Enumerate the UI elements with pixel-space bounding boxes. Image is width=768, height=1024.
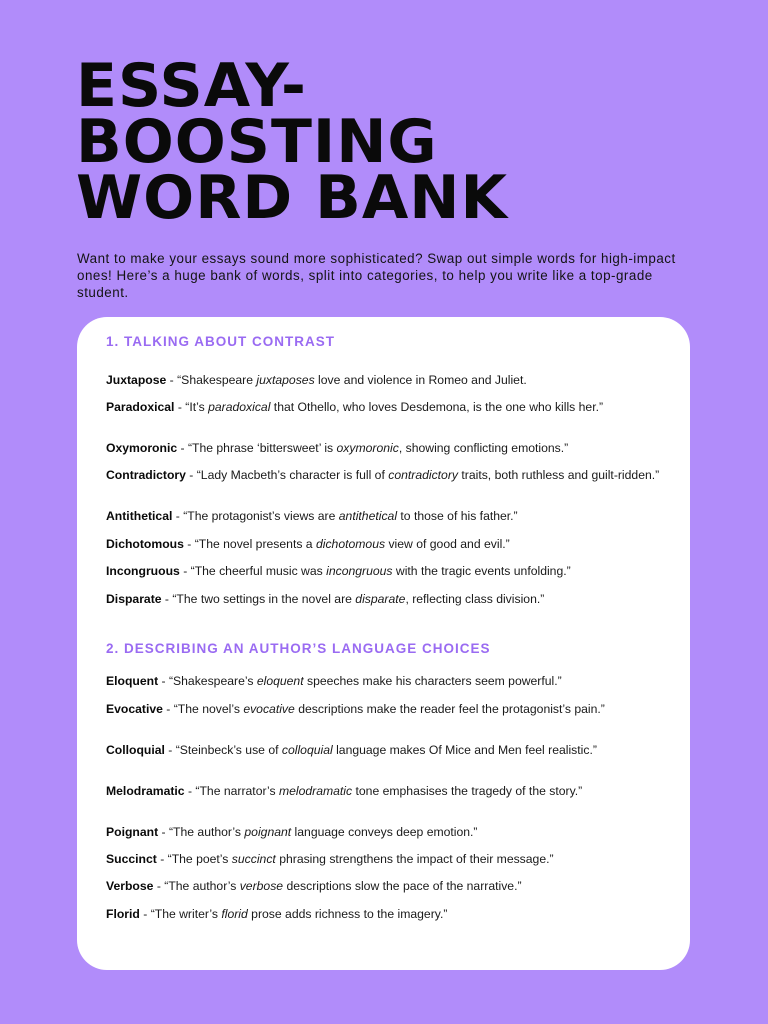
word-example-start: - “The protagonist’s views are (172, 509, 339, 523)
word-example-emphasis: incongruous (326, 564, 393, 578)
word-example-end: view of good and evil.” (385, 537, 510, 551)
word-example-end: speeches make his characters seem powerful.” (303, 674, 562, 688)
word-example-start: - “Steinbeck’s use of (164, 743, 282, 757)
word-term: Eloquent (106, 674, 159, 688)
word-entry-melodramatic (106, 784, 671, 798)
word-example-end: , showing conflicting emotions.” (398, 441, 569, 455)
word-entry-colloquial (106, 743, 671, 757)
word-example-emphasis: disparate (355, 592, 406, 606)
word-example-start: - “The author’s (153, 879, 240, 893)
word-term: Incongruous (106, 564, 180, 578)
word-example-emphasis: eloquent (256, 674, 304, 688)
word-term: Poignant (106, 825, 159, 839)
word-term: Contradictory (106, 468, 186, 482)
word-term: Evocative (106, 702, 163, 716)
word-example-start: - “The narrator’s (184, 784, 279, 798)
word-example-end: phrasing strengthens the impact of their message.” (275, 852, 554, 866)
word-example-start: - “The phrase ‘bittersweet’ is (177, 441, 337, 455)
word-entry-juxtapose (106, 373, 671, 387)
word-entry-disparate (106, 592, 671, 606)
page-title (76, 51, 716, 233)
word-example-start: - “Lady Macbeth’s character is full of (185, 468, 389, 482)
word-entry-contradictory (106, 468, 671, 482)
word-term: Paradoxical (106, 400, 175, 414)
word-example-start: - “Shakespeare (166, 373, 257, 387)
word-example-start: - “The novel’s (162, 702, 244, 716)
word-example-start: - “The cheerful music was (179, 564, 327, 578)
word-example-start: - “Shakespeare’s (158, 674, 257, 688)
word-example-end: language makes Of Mice and Men feel realistic.” (332, 743, 597, 757)
page-title-line-3: WORD BANK (76, 163, 508, 233)
word-example-start: - “The writer’s (139, 907, 222, 921)
word-example-end: descriptions make the reader feel the protagonist’s pain.” (294, 702, 605, 716)
word-entry-evocative (106, 702, 671, 716)
word-example-end: love and violence in Romeo and Juliet. (314, 373, 527, 387)
word-example-end: descriptions slow the pace of the narrative.” (283, 879, 522, 893)
word-entry-oxymoronic (106, 441, 671, 455)
word-term: Melodramatic (106, 784, 185, 798)
word-example-end: that Othello, who loves Desdemona, is the one who kills her.” (270, 400, 604, 414)
word-example-emphasis: evocative (243, 702, 295, 716)
section-heading-language-choices: 2. DESCRIBING AN AUTHOR’S LANGUAGE CHOICES (106, 641, 491, 656)
word-example-start: - “The two settings in the novel are (161, 592, 356, 606)
word-example-emphasis: succinct (231, 852, 276, 866)
word-example-emphasis: poignant (244, 825, 292, 839)
word-example-end: , reflecting class division.” (405, 592, 545, 606)
word-entry-eloquent (106, 674, 671, 688)
word-entry-poignant (106, 825, 671, 839)
word-term: Antithetical (106, 509, 173, 523)
word-term: Oxymoronic (106, 441, 178, 455)
word-bank-card (77, 317, 690, 970)
word-entry-antithetical (106, 509, 671, 523)
word-example-emphasis: antithetical (338, 509, 398, 523)
word-entry-florid (106, 907, 671, 921)
word-example-emphasis: melodramatic (278, 784, 353, 798)
intro-paragraph: Want to make your essays sound more sophisticated? Swap out simple words for high-impact ones! Here’s a huge bank of words, split into categories, to help you write like a top-grade student. (77, 251, 676, 300)
word-example-end: traits, both ruthless and guilt-ridden.” (458, 468, 660, 482)
page-title-line-2: BOOSTING (76, 107, 438, 177)
word-entry-dichotomous (106, 537, 671, 551)
word-example-emphasis: colloquial (281, 743, 333, 757)
word-example-emphasis: verbose (239, 879, 284, 893)
word-entry-verbose (106, 879, 671, 893)
word-example-emphasis: dichotomous (315, 537, 386, 551)
section-heading-contrast: 1. TALKING ABOUT CONTRAST (106, 334, 335, 349)
word-entry-incongruous (106, 564, 671, 578)
word-example-end: to those of his father.” (397, 509, 518, 523)
page-title-line-1: ESSAY- (76, 51, 307, 121)
word-example-end: language conveys deep emotion.” (291, 825, 478, 839)
word-example-emphasis: oxymoronic (336, 441, 399, 455)
word-term: Juxtapose (106, 373, 167, 387)
word-example-start: - “The author’s (158, 825, 245, 839)
word-example-end: prose adds richness to the imagery.” (247, 907, 448, 921)
word-term: Florid (106, 907, 140, 921)
word-example-start: - “The novel presents a (183, 537, 316, 551)
word-example-emphasis: florid (221, 907, 248, 921)
word-term: Dichotomous (106, 537, 184, 551)
word-example-emphasis: juxtaposes (256, 373, 315, 387)
word-example-emphasis: contradictory (388, 468, 458, 482)
word-term: Succinct (106, 852, 157, 866)
word-example-start: - “It’s (174, 400, 209, 414)
word-example-end: with the tragic events unfolding.” (392, 564, 571, 578)
word-term: Verbose (106, 879, 154, 893)
word-term: Disparate (106, 592, 162, 606)
word-entry-succinct (106, 852, 671, 866)
word-example-emphasis: paradoxical (208, 400, 271, 414)
word-term: Colloquial (106, 743, 165, 757)
word-example-end: tone emphasises the tragedy of the story.” (352, 784, 583, 798)
word-entry-paradoxical (106, 400, 671, 414)
word-example-start: - “The poet’s (156, 852, 232, 866)
